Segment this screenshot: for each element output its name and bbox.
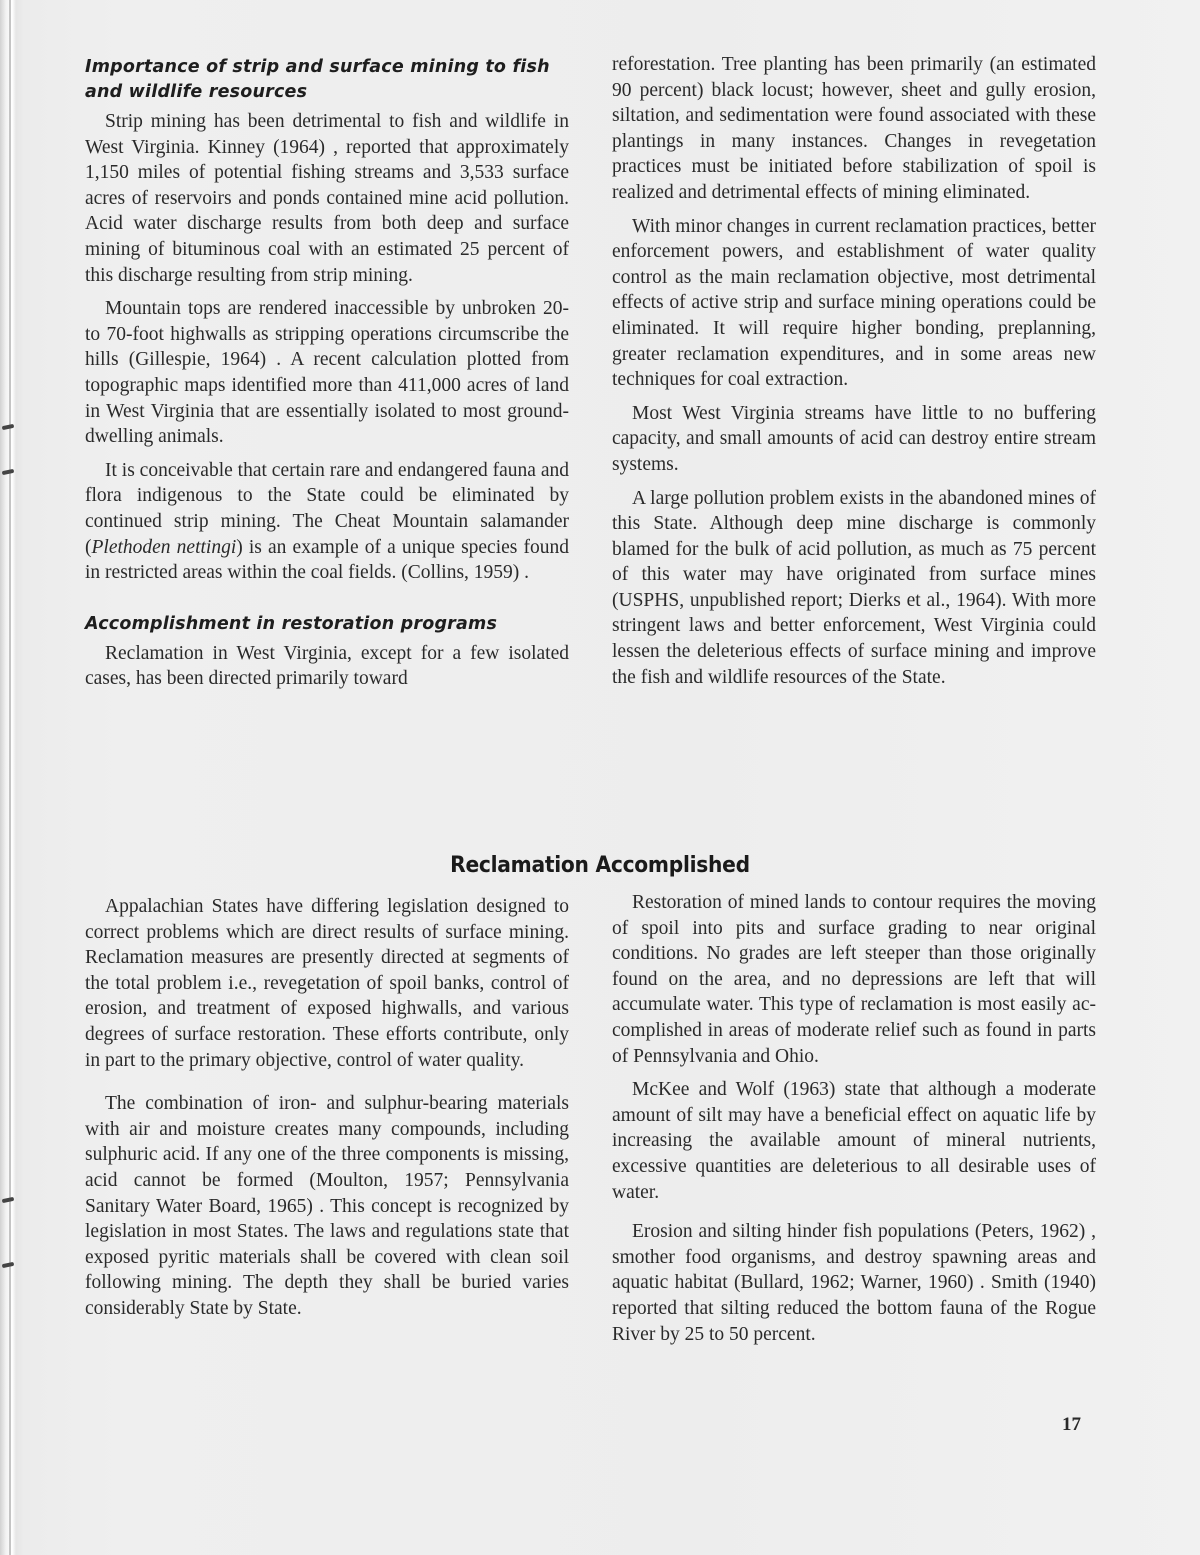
paragraph: Restoration of mined lands to contour requires the moving of spoil into pits and surface grading to near original conditions. No grades are left steeper than those originally found on the area, and no depressions are left that will accumulate water. This type of reclamation is most easily accomplished in areas of moderate relief such as found in parts of Pennsylvania and Ohio. (612, 892, 1096, 1067)
species-name: Plethoden nettingi (91, 536, 237, 558)
text-run: ) is an example of a unique species found in restricted areas within the coal fields. (Collins, 1959) . (85, 536, 569, 584)
top-left-column (85, 55, 569, 692)
subheading-accomplishment: Accomplishment in restoration programs (85, 613, 498, 634)
paragraph: Strip mining has been detrimental to fish and wildlife in West Virginia. Kinney (1964) , reported that approximately 1,150 miles of potential fishing streams and 3,533 surface acres of reservoirs and ponds contained mine acid pollution. Acid water discharge results from both deep and surface mining of bituminous coal with an estimated 25 percent of this discharge resulting from strip mining. (85, 111, 569, 286)
paragraph: The combination of iron- and sulphur-bearing materials with air and moisture creates many compounds, including sulphuric acid. If any one of the three components is missing, acid cannot be formed (Moulton, 1957; Pennsylvania Sanitary Water Board, 1965) . This concept is recognized by legislation in most States. The laws and regulations state that exposed pyritic materials shall be covered with clean soil following mining. The depth they shall be buried varies considerably State by State. (85, 1093, 569, 1319)
text-run: It is conceivable that certain rare and endangered fauna and flora indigenous to the State could be eliminated by continued strip mining. The Cheat Mountain salamander ( (85, 459, 569, 558)
bottom-left-column (85, 894, 569, 1322)
staple-mark (2, 424, 15, 430)
paragraph: Erosion and silting hinder fish populations (Peters, 1962) , smother food organisms, and destroy spawning areas and aquatic habitat (Bullard, 1962; Warner, 1960) . Smith (1940) reported that silting reduced the bottom fauna of the Rogue River by 25 to 50 percent. (612, 1221, 1096, 1345)
subheading-importance: Importance of strip and surface mining to fish and wildlife resources (85, 57, 550, 102)
staple-mark (2, 1262, 15, 1268)
paragraph: A large pollution problem exists in the abandoned mines of this State. Although deep mine discharge is commonly blamed for the bulk of acid pollution, as much as 75 percent of this water may have originated from surface mines (USPHS, unpublished report; Dierks et al., 1964). With more stringent laws and better enforcement, West Virginia could lessen the deleterious effects of surface mining and improve the fish and wildlife resources of the State. (612, 487, 1096, 688)
page-number: 17 (1062, 1414, 1081, 1435)
paragraph: Reclamation in West Virginia, except for a few isolated cases, has been directed primarily toward (85, 642, 569, 690)
paragraph: Mountain tops are rendered inaccessible by unbroken 20- to 70-foot highwalls as stripping operations circumscribe the hills (Gillespie, 1964) . A recent calculation plotted from topographic maps identified more than 411,000 acres of land in West Virginia that are essentially isolated to most ground-dwelling animals. (85, 298, 569, 448)
paragraph-salamander (85, 458, 569, 586)
paragraph: Most West Virginia streams have little to no buffering capacity, and small amounts of acid can destroy entire stream systems. (612, 402, 1096, 475)
paragraph-continued: reforestation. Tree planting has been primarily (an estimated 90 percent) black locust; however, sheet and gully erosion, siltation, and sedimentation were found associated with these plantings in many instances. Changes in revegetation practices must be initiated before stabilization of spoil is realized and detrimental effects of mining eliminated. (612, 54, 1096, 203)
paragraph: McKee and Wolf (1963) state that although a moderate amount of silt may have a beneficial effect on aquatic life by increasing the available amount of mineral nutrients, excessive quantities are deleterious to all desirable uses of water. (612, 1079, 1096, 1203)
paragraph: With minor changes in current reclamation practices, better enforcement powers, and establishment of water quality control as the main reclamation objective, most detrimental effects of active strip and surface mining operations could be eliminated. It will require higher bonding, preplanning, greater reclamation expenditures, and in some areas new techniques for coal extraction. (612, 215, 1096, 391)
binding-spine (9, 0, 11, 1555)
staple-mark (2, 1197, 15, 1203)
staple-mark (2, 469, 15, 475)
paragraph: Appalachian States have differing legislation designed to correct problems which are direct results of surface mining. Reclamation measures are presently directed at segments of the total problem i.e., revegetation of spoil banks, control of erosion, and treatment of exposed highwalls, and various degrees of surface restoration. These efforts contribute, only in part to the primary objective, control of water quality. (85, 896, 569, 1071)
bottom-right-column (612, 890, 1096, 1347)
top-right-column (612, 52, 1096, 690)
section-title: Reclamation Accomplished (450, 852, 750, 878)
